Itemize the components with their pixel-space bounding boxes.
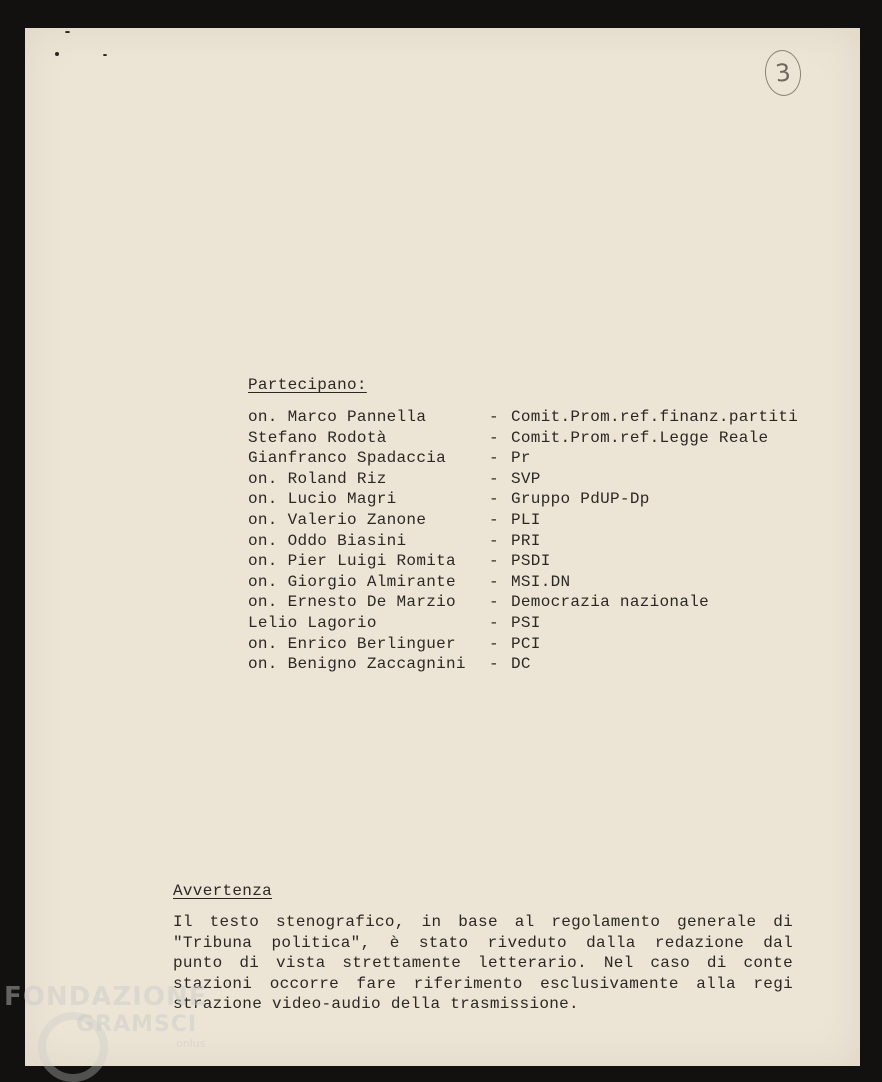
participant-name: on. Pier Luigi Romita <box>248 552 456 571</box>
separator-dash: - <box>489 408 499 426</box>
separator-dash: - <box>489 593 499 612</box>
warning-line: strazione video-audio della trasmissione. <box>173 995 579 1013</box>
participant-party: PLI <box>511 510 541 529</box>
separator-dash: - <box>489 449 499 468</box>
participant-name: Stefano Rodotà <box>248 428 387 447</box>
participant-party: PCI <box>511 634 541 653</box>
warning-line: punto di vista strettamente letterario. Nel caso di conte <box>173 954 793 972</box>
warning-title: Avvertenza <box>173 882 273 900</box>
watermark-line3: onlus <box>176 1037 206 1050</box>
separator-dash: - <box>489 613 499 632</box>
participant-name: Lelio Lagorio <box>248 613 377 632</box>
participant-name: Gianfranco Spadaccia <box>248 449 447 468</box>
separator-dash: - <box>489 510 499 529</box>
participant-party: SVP <box>511 469 541 488</box>
participant-name: on. Enrico Berlinguer <box>248 634 456 653</box>
separator-dash: - <box>489 469 499 488</box>
separator-dash: - <box>489 572 499 591</box>
separator-dash: - <box>489 655 499 674</box>
separator-dash: - <box>489 552 499 571</box>
participant-party: PSI <box>511 613 541 632</box>
participant-name: on. Roland Riz <box>248 469 387 488</box>
document-page <box>25 28 860 1066</box>
warning-line: "Tribuna politica", è stato riveduto dalla redazione dal <box>173 933 793 952</box>
participant-party: Comit.Prom.ref.Legge Reale <box>511 428 769 447</box>
paper-speck <box>103 54 107 56</box>
warning-line: stazioni occorre fare riferimento esclusivamente alla regi <box>173 974 793 993</box>
participant-party: MSI.DN <box>511 572 571 591</box>
participant-name: on. Oddo Biasini <box>248 531 407 550</box>
participants-heading: Partecipano: <box>248 376 367 394</box>
paper-speck <box>65 31 70 33</box>
warning-line: Il testo stenografico, in base al regolamento generale di <box>173 913 793 931</box>
participant-party: Democrazia nazionale <box>511 593 710 612</box>
participant-name: on. Marco Pannella <box>248 408 427 426</box>
paper-speck <box>55 52 59 56</box>
watermark-line2: GRAMSCI <box>76 1012 198 1037</box>
participant-name: on. Giorgio Almirante <box>248 572 456 591</box>
warning-paragraph <box>173 912 793 1015</box>
separator-dash: - <box>489 428 499 447</box>
participant-party: PRI <box>511 531 541 550</box>
participant-name: on. Ernesto De Marzio <box>248 593 456 612</box>
participant-name: on. Lucio Magri <box>248 490 397 509</box>
participant-party: PSDI <box>511 552 551 571</box>
watermark <box>4 984 207 1049</box>
participant-name: on. Benigno Zaccagnini <box>248 655 466 674</box>
separator-dash: - <box>489 531 499 550</box>
participant-party: Gruppo PdUP-Dp <box>511 490 650 509</box>
participant-party: Comit.Prom.ref.finanz.partiti <box>511 408 799 426</box>
separator-dash: - <box>489 490 499 509</box>
participant-party: Pr <box>511 449 531 468</box>
participant-name: on. Valerio Zanone <box>248 510 427 529</box>
participant-party: DC <box>511 655 531 674</box>
page-number: 3 <box>763 48 804 98</box>
watermark-line1: FONDAZIONE <box>4 982 208 1012</box>
separator-dash: - <box>489 634 499 653</box>
